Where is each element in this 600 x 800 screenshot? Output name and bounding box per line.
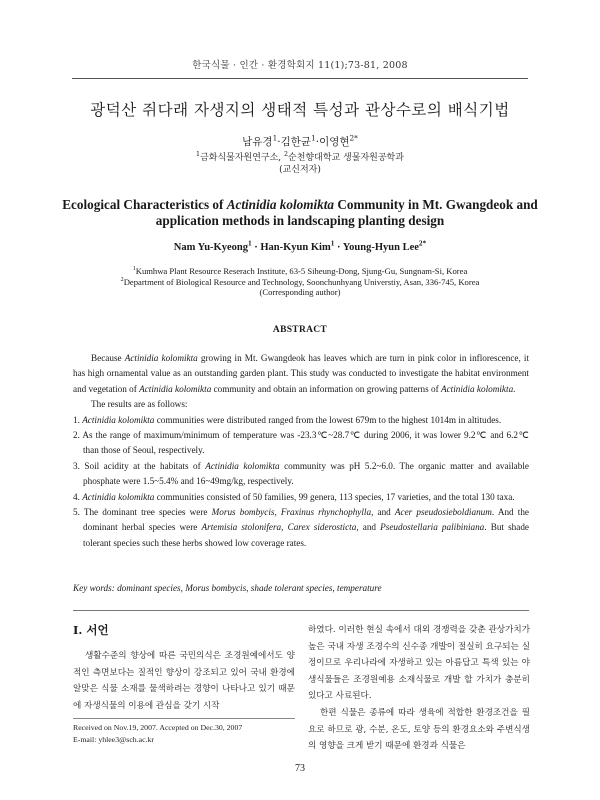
- author-ko-1-sup: 1: [272, 133, 278, 143]
- keywords-label: Key words:: [73, 583, 115, 593]
- affil-en-org-2: Department of Biological Resource and Technology, Soonchunhyang Universtiy, Asan, 336-745, Korea: [123, 276, 480, 287]
- right-column-text-1: 하였다. 이러한 현실 속에서 대외 경쟁력을 갖춘 관상가치가 높은 국내 자생 조경수의 신수종 개발이 절실히 요구되는 실정이므로 우리나라에 자생하고 있는 아름답고 특색 있는 야생식물들은 조경원예용 소재식물로 개발 할 가치가 충분히 있다고 사료된다.: [308, 625, 530, 702]
- text-run: growing in Mt. Gwangdeok has leaves which are turn in pink color in inflorescence, it has high ornamental value as an outstanding garden plant. This study was conducted to investigate the habitat environment and vegetation of: [73, 353, 529, 394]
- section-title: I. 서언: [73, 623, 109, 637]
- author-ko-2-sup: 1: [311, 133, 316, 143]
- affil-en-sup-2: 2: [120, 276, 124, 283]
- italic-run: Actinidia kolomikta: [139, 383, 212, 394]
- affil-ko-org-1: 금화식물자원연구소,: [200, 153, 285, 163]
- author-separator: ·: [251, 242, 261, 253]
- author-en-2-sup: 1: [330, 238, 335, 248]
- affiliation-en-line2: [0, 277, 600, 288]
- text-run: communities were distributed ranged from the lowest 679m to the highest 1014m in altitudes.: [154, 414, 502, 425]
- email: E-mail: yhlee3@sch.ac.kr: [73, 734, 155, 744]
- keywords: [73, 583, 529, 593]
- author-separator: ·: [334, 242, 343, 253]
- italic-run: Morus bombycis, Fraxinus rhynchophylla,: [211, 507, 374, 518]
- title-korean: 광덕산 쥐다래 자생지의 생태적 특성과 관상수로의 배식기법: [90, 101, 510, 119]
- section-divider: [73, 610, 529, 611]
- author-en-2: Han-Kyun Kim: [260, 242, 331, 253]
- abstract-results-list: [73, 413, 529, 552]
- result-item-1: [73, 413, 529, 428]
- text-run: 4.: [73, 491, 83, 502]
- author-en-1-sup: 1: [247, 238, 252, 248]
- text-run: and: [358, 522, 381, 533]
- title-en-species: Actinidia kolomikta: [226, 197, 335, 212]
- title-english: [60, 197, 540, 229]
- italic-run: Pseudostellaria palibiniana: [380, 522, 485, 533]
- text-run: 3. Soil acidity at the habitats of: [73, 460, 206, 471]
- footnote: [73, 722, 303, 745]
- text-run: communities consisted of 50 families, 99 genera, 113 species, 17 varieties, and the total 130 taxa.: [154, 491, 515, 502]
- italic-run: Actinidia kolomikta: [205, 460, 280, 471]
- author-separator: ·: [277, 136, 281, 148]
- author-ko-2: 김한균: [280, 136, 312, 148]
- affil-en-org-1: Kumhwa Plant Resource Reserach Institute, 63-5 Siheung-Dong, Sjung-Gu, Sungnam-Si, Korea: [135, 266, 468, 276]
- text-run: community and obtain an information on growing patterns of: [211, 383, 441, 394]
- author-en-3-sup: 2*: [418, 238, 427, 248]
- result-item-4: [73, 490, 529, 505]
- text-run: . But shade tolerant species such these herbs showed low coverage rates.: [83, 522, 529, 548]
- abstract-results-intro: The results are as follows:: [91, 399, 188, 410]
- page-number: 73: [295, 763, 305, 774]
- affiliation-ko-line1: [0, 152, 600, 164]
- authors-korean: [0, 134, 600, 149]
- title-en-part1: Ecological Characteristics of: [62, 197, 227, 212]
- italic-run: Actinidia kolomikta: [82, 491, 155, 502]
- text-run: community was pH 5.2~6.0. The organic matter and available phosphate were 1.5~5.4% and 16~49mg/kg, respectively.: [83, 460, 529, 487]
- authors-english: [0, 238, 600, 253]
- left-column: [73, 622, 295, 714]
- journal-header: 한국식물 · 인간 · 환경학회지 11(1);73-81, 2008: [192, 60, 408, 71]
- right-column: [308, 622, 530, 755]
- text-run: 1.: [73, 414, 83, 425]
- author-ko-3-sup: 2*: [349, 133, 358, 143]
- italic-run: Actinidia kolomikta: [440, 383, 514, 394]
- affiliation-en-line1: [0, 266, 600, 277]
- author-en-3: Young-Hyun Lee: [342, 242, 419, 253]
- result-item-2: [73, 428, 529, 459]
- author-separator: ·: [315, 136, 320, 148]
- affiliation-english: [0, 266, 600, 298]
- keywords-text: dominant species, Morus bombycis, shade tolerant species, temperature: [114, 583, 382, 593]
- text-run: . And the dominant herbal species were: [83, 507, 529, 533]
- abstract-heading: ABSTRACT: [272, 325, 328, 335]
- affiliation-ko-line2: (교신저자): [279, 165, 321, 175]
- title-en-part2: Community in Mt. Gwangdeok and application methods in landscaping planting design: [155, 197, 538, 228]
- right-column-text-2: 한편 식물은 종류에 따라 생육에 적합한 환경조건을 필요로 하므로 광, 수분, 온도, 토양 등의 환경요소와 주변식생의 영향을 크게 받기 때문에 환경과 식물은: [308, 707, 530, 752]
- text-run: and: [373, 507, 395, 518]
- left-column-text: 생활수준의 향상에 따른 국민의식은 조경원예에서도 양적인 측면보다는 질적인 향상이 강조되고 있어 국내 환경에 알맞은 식물 소재를 물색하려는 경향이 나타나고 있기 때문에 자생식물의 이용에 관심을 갖기 시작: [73, 651, 295, 711]
- result-item-3: [73, 459, 529, 490]
- author-en-1: Nam Yu-Kyeong: [173, 242, 248, 253]
- abstract-intro: [73, 351, 529, 397]
- result-item-5: [73, 505, 529, 551]
- text-run: 2. As the range of maximum/minimum of temperature was -23.3℃~28.7℃ during 2006, it was lower 9.2℃ and 6.2℃ than those of Seoul, respectively.: [73, 430, 529, 456]
- text-run: 5. The dominant tree species were: [73, 507, 212, 518]
- header-rule: [72, 78, 528, 79]
- italic-run: Artemisia stolonifera, Carex siderosticta,: [201, 522, 359, 533]
- italic-run: Acer pseudosieboldianum: [394, 507, 492, 518]
- abstract-body: [73, 351, 529, 551]
- affiliation-en-line3: (Corresponding author): [259, 287, 341, 297]
- italic-run: Actinidia kolomikta: [82, 414, 155, 425]
- received-dates: Received on Nov.19, 2007. Accepted on Dec.30, 2007: [73, 723, 243, 732]
- affil-ko-sup-1: 1: [196, 151, 201, 158]
- text-run: .: [513, 383, 516, 394]
- italic-run: Actinidia kolomikta: [124, 353, 198, 363]
- text-run: Because: [91, 353, 125, 363]
- affiliation-korean: [0, 152, 600, 176]
- affil-ko-sup-2: 2: [284, 151, 289, 158]
- affil-en-sup-1: 1: [132, 266, 136, 273]
- author-ko-1: 남유경: [242, 136, 273, 148]
- author-ko-3: 이영현: [319, 136, 350, 148]
- footnote-rule: [73, 718, 295, 719]
- affil-ko-org-2: 순천향대학교 생물자원공학과: [288, 153, 404, 163]
